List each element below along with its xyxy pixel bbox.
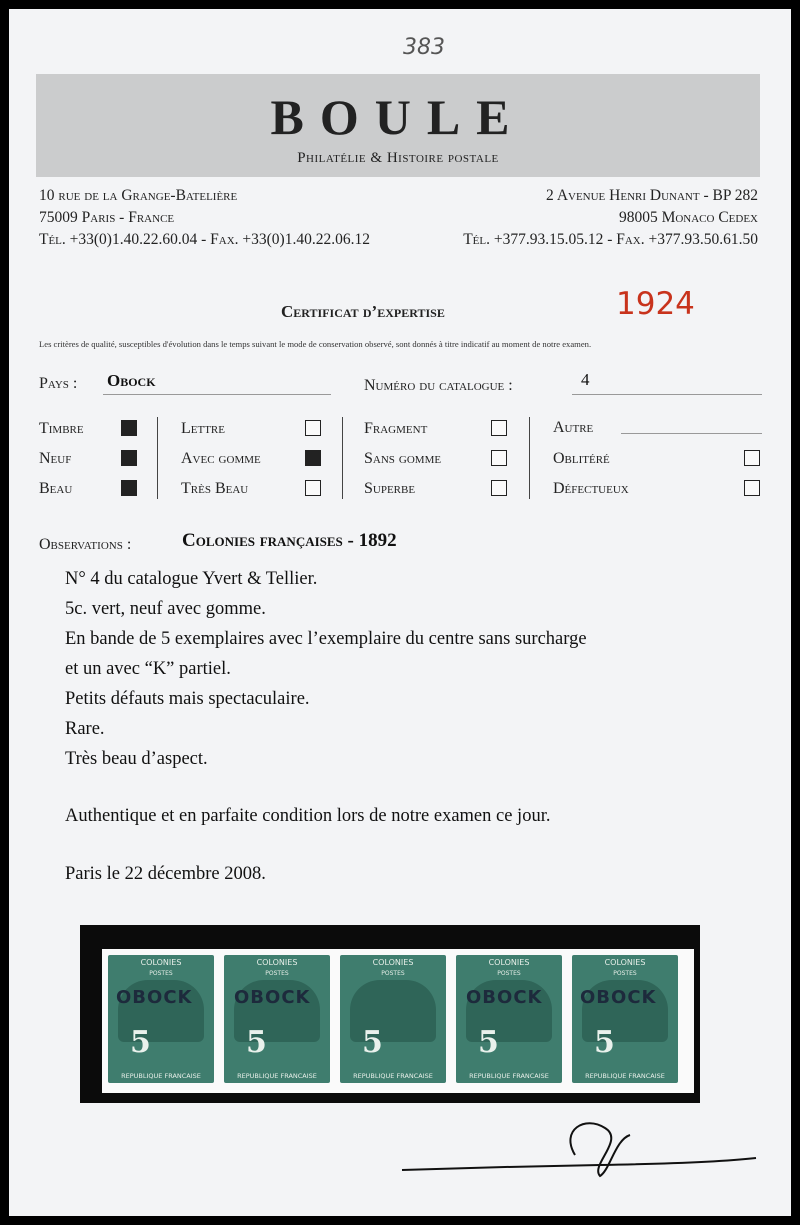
stamp [572, 955, 678, 1083]
checkbox-label-neuf: Neuf [39, 450, 72, 467]
checkbox-label-superbe: Superbe [364, 480, 416, 497]
brand-name: BOULE [270, 89, 526, 145]
stamp-sub-text: POSTES [149, 970, 173, 977]
stamp [224, 955, 330, 1083]
address-line: 75009 Paris - France [39, 209, 175, 226]
checkbox-label-avec-gomme: Avec gomme [181, 450, 261, 467]
stamp-top-text: COLONIES [140, 958, 182, 967]
checkbox-tres-beau [305, 480, 321, 496]
stamp-top-text: COLONIES [604, 958, 646, 967]
address-line: 10 rue de la Grange-Batelière [39, 187, 238, 204]
stamp-bottom-text: REPUBLIQUE FRANCAISE [353, 1072, 433, 1080]
column-divider [529, 417, 530, 499]
handwritten-reference: 383 [403, 35, 445, 60]
checkbox-label-oblitere: Oblitéré [553, 450, 610, 467]
observation-line: N° 4 du catalogue Yvert & Tellier. [65, 569, 318, 589]
stamp-value: 5 [478, 1025, 499, 1060]
stamp-sub-text: POSTES [497, 970, 521, 977]
stamp [108, 955, 214, 1083]
checkbox-label-lettre: Lettre [181, 420, 225, 437]
stamp-bottom-text: REPUBLIQUE FRANCAISE [237, 1072, 317, 1080]
column-divider [342, 417, 343, 499]
checkbox-sans-gomme [491, 450, 507, 466]
stamp-without-overprint [340, 955, 446, 1083]
catalogue-underline [572, 394, 762, 395]
stamp-strip-photo [80, 925, 700, 1103]
autre-label: Autre [553, 419, 594, 436]
stamp-top-text: COLONIES [256, 958, 298, 967]
stamp-value: 5 [594, 1025, 615, 1060]
pays-value: Obock [107, 371, 156, 390]
certificate-title: Certificat d’expertise [281, 302, 445, 321]
stamp-bottom-text: REPUBLIQUE FRANCAISE [585, 1072, 665, 1080]
certificate-number: 1924 [616, 286, 695, 322]
pays-label: Pays : [39, 375, 78, 392]
address-paris [39, 185, 370, 251]
checkbox-label-defectueux: Défectueux [553, 480, 629, 497]
stamp-sub-text: POSTES [613, 970, 637, 977]
quality-disclaimer: Les critères de qualité, susceptibles d'évolution dans le temps suivant le mode de conservation observé, sont donnés à titre indicatif au moment de notre examen. [39, 339, 592, 349]
place-date: Paris le 22 décembre 2008. [65, 864, 266, 884]
column-divider [157, 417, 158, 499]
observation-line: Rare. [65, 719, 105, 739]
stamp-value: 5 [362, 1025, 383, 1060]
checkbox-defectueux [744, 480, 760, 496]
checkbox-label-tres-beau: Très Beau [181, 480, 249, 497]
checkbox-label-fragment: Fragment [364, 420, 428, 437]
address-line: Tél. +33(0)1.40.22.60.04 - Fax. +33(0)1.40.22.06.12 [39, 231, 370, 248]
brand-tagline: Philatélie & Histoire postale [297, 150, 499, 166]
observations-heading: Colonies françaises - 1892 [182, 530, 397, 551]
checkbox-neuf [121, 450, 137, 466]
observation-line: 5c. vert, neuf avec gomme. [65, 599, 266, 619]
pays-underline [103, 394, 331, 395]
autre-underline [621, 433, 762, 434]
observation-line: En bande de 5 exemplaires avec l’exemplaire du centre sans surcharge [65, 629, 587, 649]
stamp-bottom-text: REPUBLIQUE FRANCAISE [469, 1072, 549, 1080]
stamp-value: 5 [130, 1025, 151, 1060]
stamp-top-text: COLONIES [488, 958, 530, 967]
address-line: 2 Avenue Henri Dunant - BP 282 [546, 187, 758, 204]
address-line: Tél. +377.93.15.05.12 - Fax. +377.93.50.61.50 [463, 231, 758, 248]
observation-line: Petits défauts mais spectaculaire. [65, 689, 310, 709]
stamp-sub-text: POSTES [265, 970, 289, 977]
checkbox-avec-gomme [305, 450, 321, 466]
overprint: OBOCK [116, 987, 193, 1008]
checkbox-oblitere [744, 450, 760, 466]
checkbox-label-sans-gomme: Sans gomme [364, 450, 442, 467]
stamp [456, 955, 562, 1083]
letterhead-banner [36, 74, 760, 177]
catalogue-label: Numéro du catalogue : [364, 377, 513, 394]
stamp-bottom-text: REPUBLIQUE FRANCAISE [121, 1072, 201, 1080]
stamp-value: 5 [246, 1025, 267, 1060]
stamp-sub-text: POSTES [381, 970, 405, 977]
stamp-top-text: COLONIES [372, 958, 414, 967]
checkbox-superbe [491, 480, 507, 496]
observations-label: Observations : [39, 536, 132, 553]
checkbox-timbre [121, 420, 137, 436]
checkbox-lettre [305, 420, 321, 436]
overprint-partial-k: OBOCK [466, 987, 543, 1008]
observation-line: et un avec “K” partiel. [65, 659, 231, 679]
checkbox-label-timbre: Timbre [39, 420, 84, 437]
stamp-strip [102, 949, 694, 1093]
overprint: OBOCK [580, 987, 657, 1008]
catalogue-value: 4 [581, 370, 590, 389]
checkbox-label-beau: Beau [39, 480, 73, 497]
address-line: 98005 Monaco Cedex [618, 209, 758, 226]
conclusion-text: Authentique et en parfaite condition lors de notre examen ce jour. [65, 806, 551, 826]
checkbox-beau [121, 480, 137, 496]
expert-signature [400, 1110, 760, 1180]
address-monaco [463, 185, 758, 251]
overprint: OBOCK [234, 987, 311, 1008]
observation-line: Très beau d’aspect. [65, 749, 208, 769]
checkbox-fragment [491, 420, 507, 436]
